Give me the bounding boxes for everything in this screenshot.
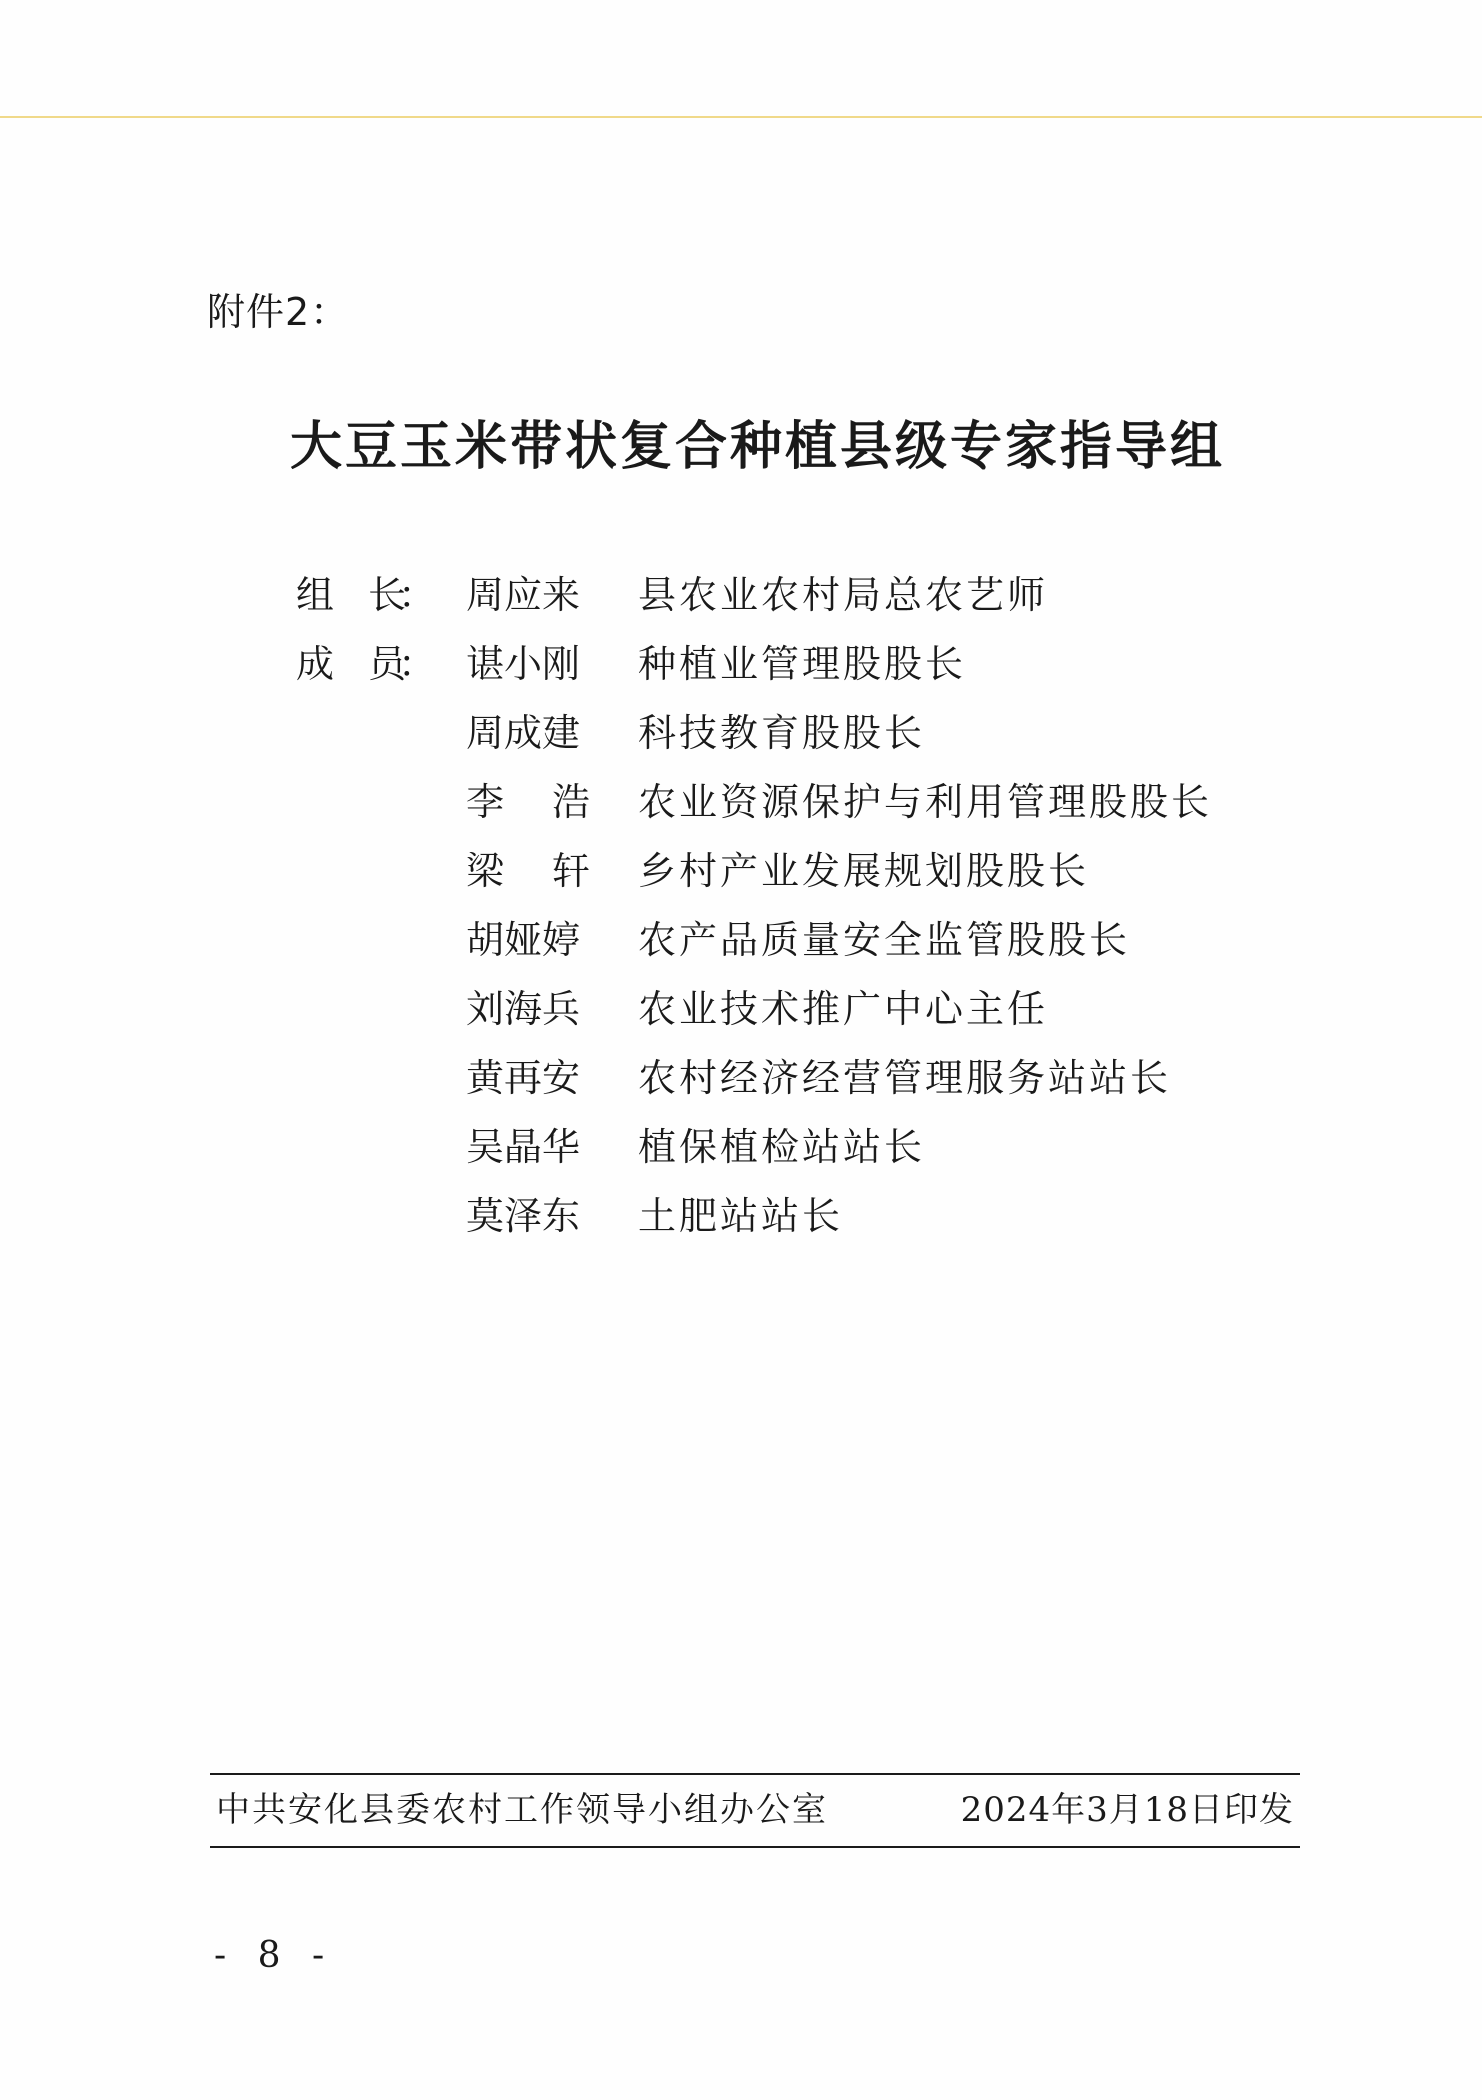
member-name: 黄再安 xyxy=(466,1056,581,1100)
member-title: 植保植检站站长 xyxy=(638,1125,926,1169)
role-colon: ： xyxy=(397,642,436,686)
member-title: 农村经济经营管理服务站站长 xyxy=(638,1056,1172,1100)
member-name: 莫泽东 xyxy=(466,1194,581,1238)
member-row xyxy=(0,1043,1482,1113)
member-row xyxy=(0,698,1482,768)
member-name: 吴晶华 xyxy=(466,1125,581,1169)
member-name: 周成建 xyxy=(466,711,581,755)
leader-role-label xyxy=(296,560,436,630)
member-title: 科技教育股股长 xyxy=(638,711,926,755)
leader-name: 周应来 xyxy=(466,573,581,617)
role-label-text: 成 员 xyxy=(296,642,406,686)
member-row xyxy=(0,905,1482,975)
page-number: - 8 - xyxy=(214,1935,335,1976)
leader-title: 县农业农村局总农艺师 xyxy=(638,573,1049,617)
member-title: 土肥站站长 xyxy=(638,1194,844,1238)
role-label-text: 组 长 xyxy=(296,573,406,617)
footer-top-rule xyxy=(210,1773,1300,1775)
member-title: 乡村产业发展规划股股长 xyxy=(638,849,1090,893)
member-name: 李 浩 xyxy=(466,780,590,824)
member-row xyxy=(0,1181,1482,1251)
header-rule xyxy=(0,116,1482,118)
members-role-label xyxy=(296,629,436,699)
role-colon: ： xyxy=(397,573,436,617)
member-row xyxy=(0,974,1482,1044)
footer-issuer: 中共安化县委农村工作领导小组办公室 xyxy=(216,1790,828,1830)
footer-issue-date: 2024年3月18日印发 xyxy=(960,1790,1294,1830)
member-name: 刘海兵 xyxy=(466,987,581,1031)
member-name: 谌小刚 xyxy=(466,642,581,686)
document-title: 大豆玉米带状复合种植县级专家指导组 xyxy=(290,416,1226,477)
member-row xyxy=(0,629,1482,699)
member-row xyxy=(0,767,1482,837)
member-title: 农业资源保护与利用管理股股长 xyxy=(638,780,1213,824)
member-name: 梁 轩 xyxy=(466,849,590,893)
footer-bottom-rule xyxy=(210,1846,1300,1848)
attachment-label: 附件2： xyxy=(207,290,350,334)
member-title: 种植业管理股股长 xyxy=(638,642,967,686)
leader-row xyxy=(0,560,1482,630)
member-title: 农产品质量安全监管股股长 xyxy=(638,918,1131,962)
member-title: 农业技术推广中心主任 xyxy=(638,987,1049,1031)
member-name: 胡娅婷 xyxy=(466,918,581,962)
member-row xyxy=(0,1112,1482,1182)
member-row xyxy=(0,836,1482,906)
